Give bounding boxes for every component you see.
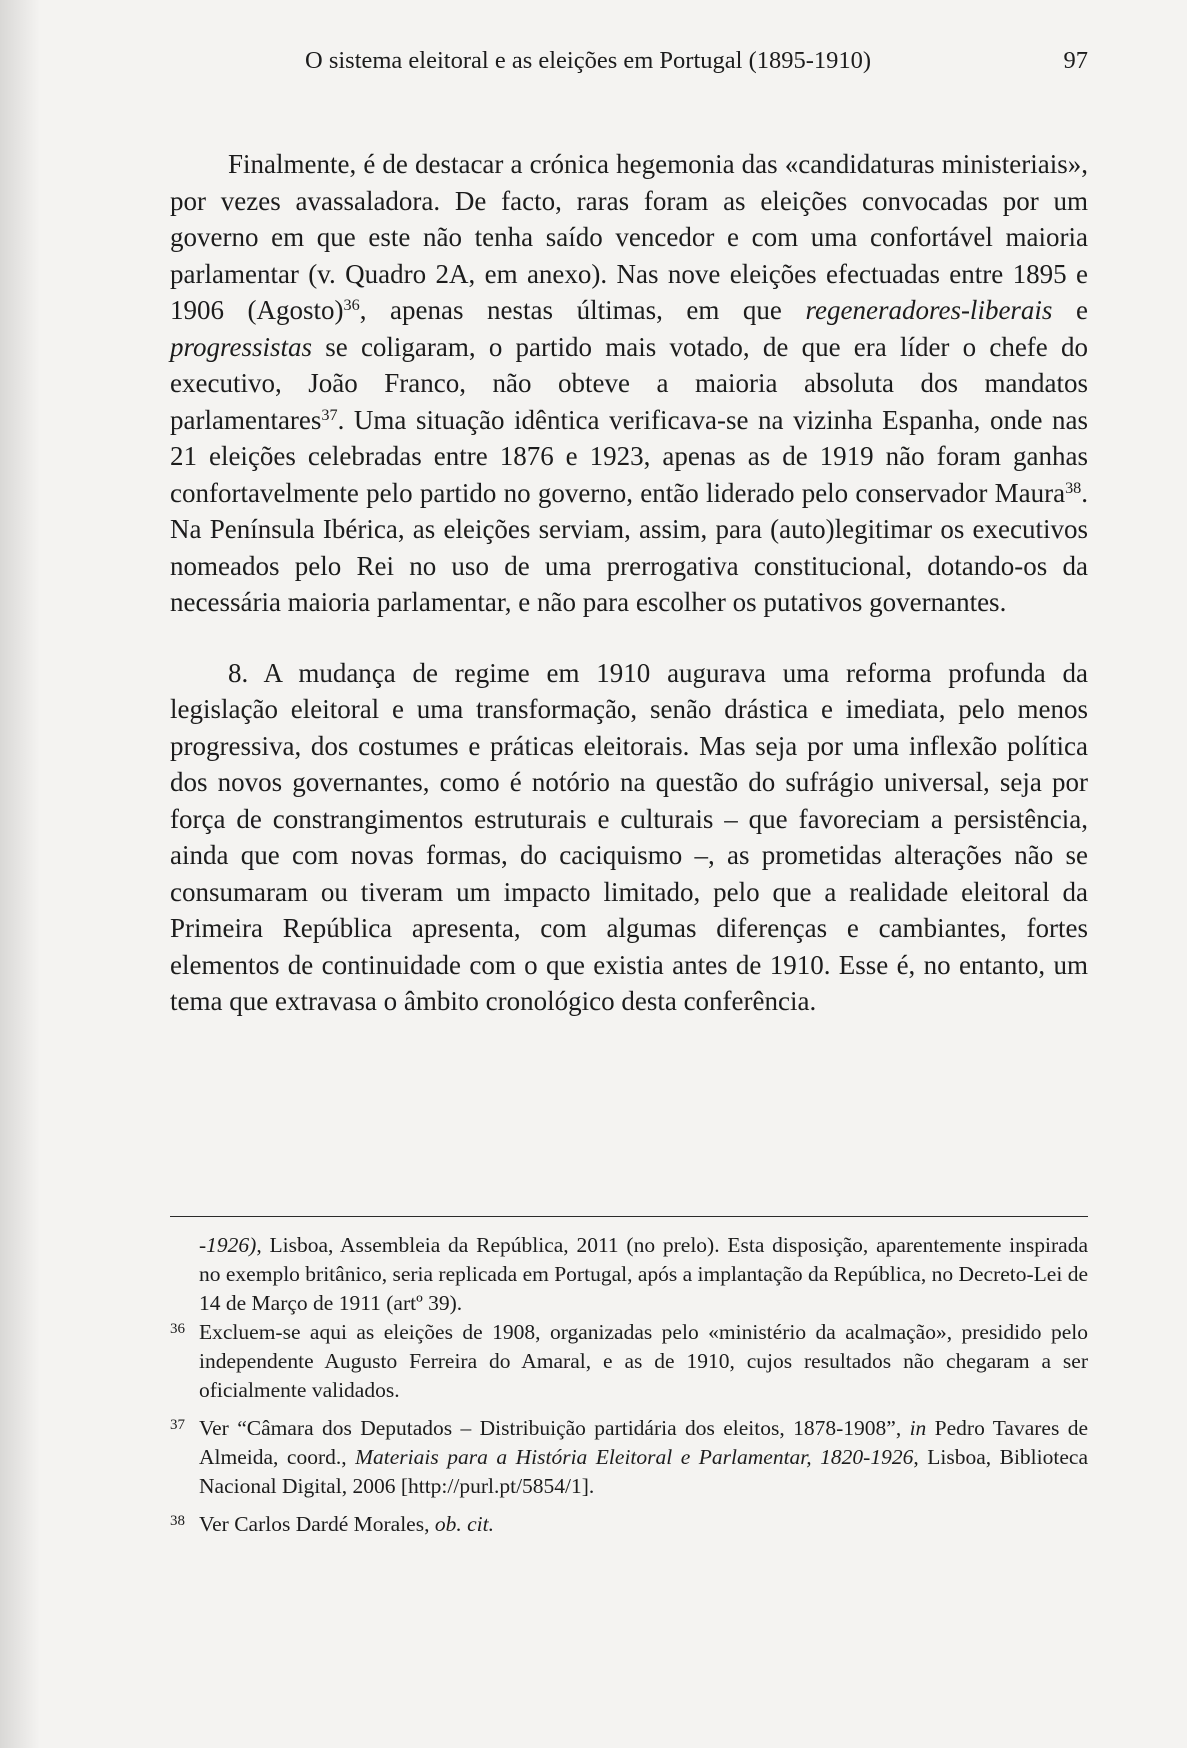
footnote-37 [170,1414,1088,1501]
footnote-37-text-a: Ver “Câmara dos Deputados – Distribuição partidária dos eleitos, 1878-1908”, [199,1416,910,1440]
footnote-38-mark: 38 [170,1513,185,1529]
footnote-36 [170,1318,1088,1405]
italic-term-regeneradores: regeneradores-liberais [805,295,1053,325]
paragraph-1 [170,146,1088,621]
footnote-38-text: Ver Carlos Dardé Morales, [199,1512,435,1536]
paragraph-1-text-f: . Na Península Ibérica, as eleições serviam, assim, para (auto)legitimar os executivos nomeados pelo Rei no uso de uma prerrogativa constitucional, dotando-os da necessária maioria parlamentar, e não para escolher os putativos governantes. [170,477,1088,617]
footnote-37-text-b: Pedro Tavares de Almeida, coord., [199,1416,1088,1469]
paragraph-1-text-d: se coligaram, o partido mais votado, de que era líder o chefe do executivo, João Franco, não obteve a maioria absoluta dos mandatos parlamentares [170,331,1088,435]
footnote-38-italic: ob. cit. [434,1512,494,1536]
paragraph-1-text-a: Finalmente, é de destacar a crónica hegemonia das «candidaturas ministeriais», por vezes avassaladora. De facto, raras foram as eleições convocadas por um governo em que este não tenha saído vencedor e com uma confortável maioria parlamentar (v. Quadro 2A, em anexo). Nas nove eleições efectuadas entre 1895 e 1906 (Agosto) [170,149,1088,325]
running-title: O sistema eleitoral e as eleições em Portugal (1895-1910) [305,47,872,74]
paragraph-2: 8. A mudança de regime em 1910 augurava uma reforma profunda da legislação eleitoral e uma transformação, senão drástica e imediata, pelo menos progressiva, dos costumes e práticas eleitorais. Mas seja por uma inflexão política dos novos governantes, como é notório na questão do sufrágio universal, seja por força de constrangimentos estruturais e culturais – que favoreciam a persistência, ainda que com novas formas, do caciquismo –, as prometidas alterações não se consumaram ou tiveram um impacto limitado, pelo que a realidade eleitoral da Primeira República apresenta, com algumas diferenças e cambiantes, fortes elementos de continuidade com o que existia antes de 1910. Esse é, no entanto, um tema que extravasa o âmbito cronológico desta conferência. [170,657,1088,1016]
footnote-37-italic-title: Materiais para a História Eleitoral e Parlamentar, 1820-1926 [355,1445,914,1469]
italic-term-progressistas: progressistas [170,331,313,362]
paragraph-1-text-e: . Uma situação idêntica verificava-se na vizinha Espanha, onde nas 21 eleições celebradas entre 1876 e 1923, apenas as de 1919 não foram ganhas confortavelmente pelo partido no governo, então liderado pelo conservador Maura [170,404,1088,508]
main-text [170,146,1088,1020]
footnote-37-italic-in: in [909,1416,927,1440]
page-number: 97 [1063,47,1088,74]
paragraph-1-text-b: , apenas nestas últimas, em que [359,295,806,325]
paragraph-1-text-c: e [1052,295,1088,325]
footnote-ref-38[interactable]: 38 [1065,478,1082,497]
footnotes-section [170,1216,1088,1539]
footnote-36-mark: 36 [170,1321,185,1337]
footnote-38 [170,1510,1088,1539]
footnote-ref-36[interactable]: 36 [343,296,360,315]
footnote-37-mark: 37 [170,1417,185,1433]
footnote-37-text-c: , Lisboa, Biblioteca Nacional Digital, 2006 [http://purl.pt/5854/1]. [199,1445,1088,1498]
footnote-continuation-text: , Lisboa, Assembleia da República, 2011 (no prelo). Esta disposição, aparentemente inspirada no exemplo britânico, seria replicada em Portugal, após a implantação da República, no Decreto-Lei de 14 de Março de 1911 (artº 39). [199,1233,1088,1315]
page-edge-shadow [0,0,40,1748]
footnote-36-text: Excluem-se aqui as eleições de 1908, organizadas pelo «ministério da acalmação», presidido pelo independente Augusto Ferreira do Amaral, e as de 1910, cujos resultados não chegaram a ser oficialmente validados. [199,1320,1088,1402]
footnote-continuation [170,1231,1088,1318]
footnote-continuation-italic: -1926) [199,1233,257,1257]
footnote-ref-37[interactable]: 37 [321,405,338,424]
